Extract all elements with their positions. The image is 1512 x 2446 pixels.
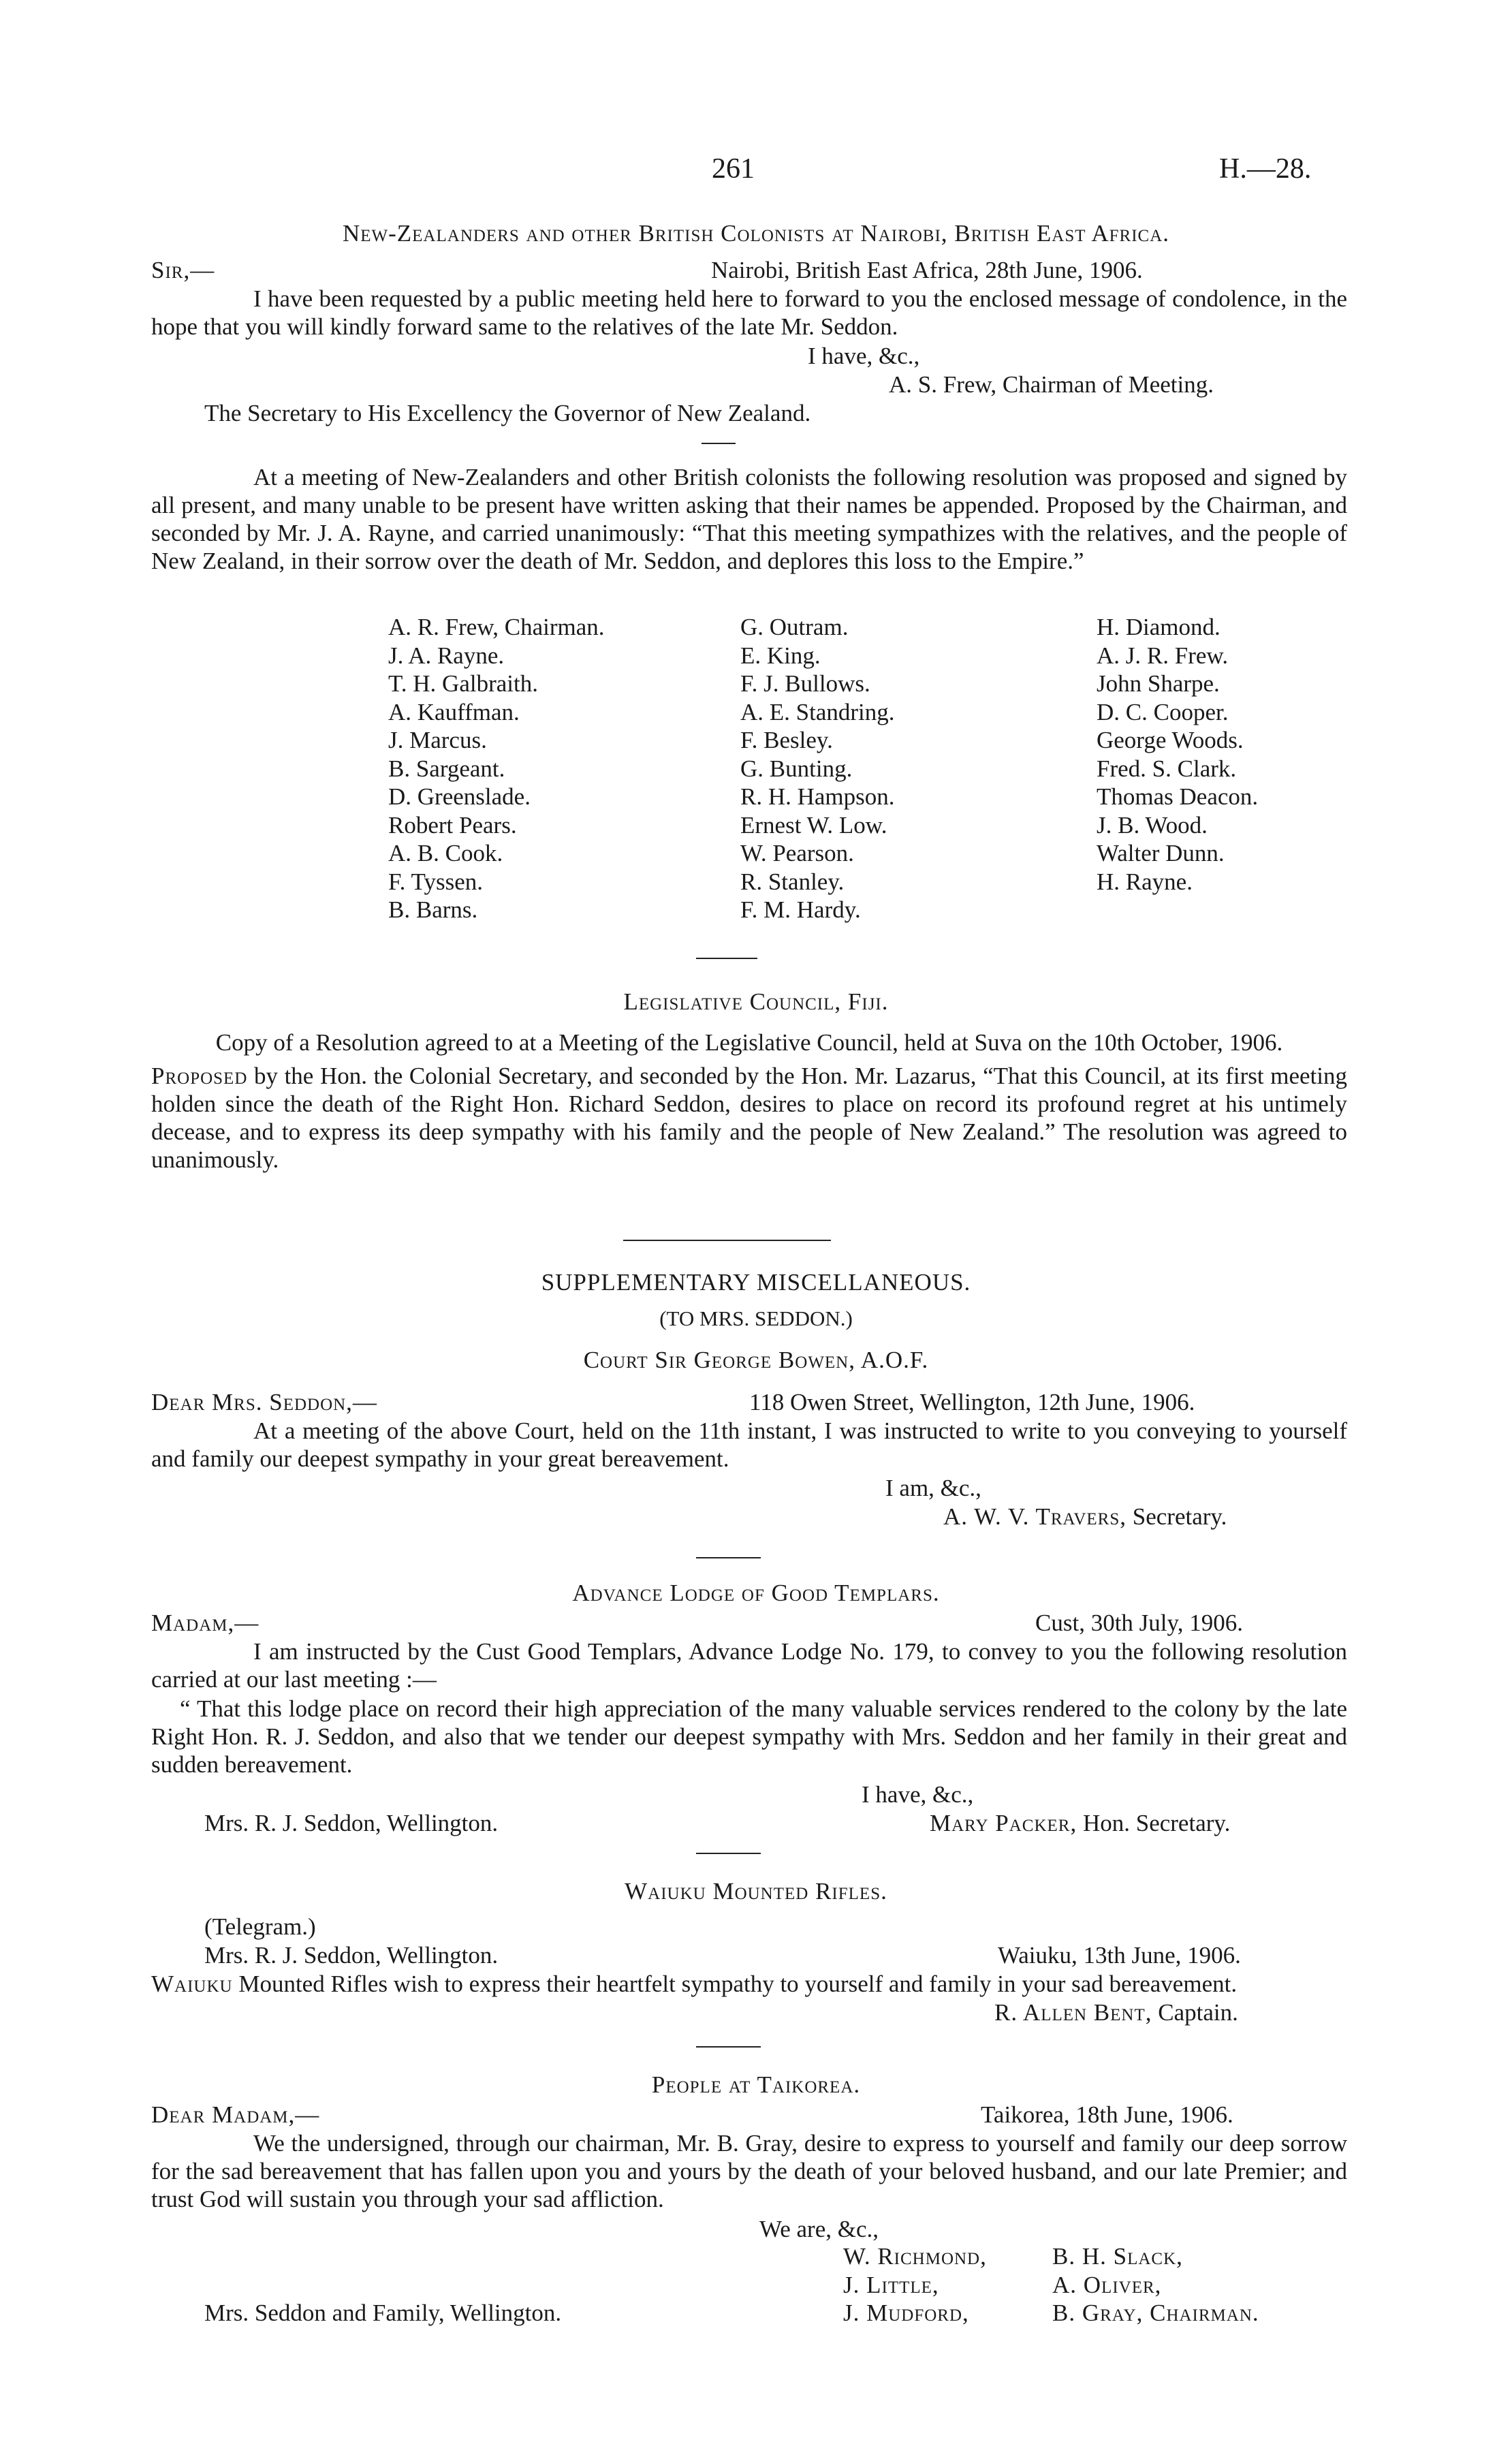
page-number: 261 [712, 153, 755, 185]
nairobi-resolution: At a meeting of New-Zealanders and other British colonists the following resolution was proposed and signed by all present, and many unable to be present have written asking that their names be appended. Proposed by the Chairman, and seconded by Mr. J. A. Rayne, and carried unanimously: “That this meeting sympathizes with the relatives, and the people of New Zealand, in their sorrow over the death of Mr. Seddon, and deplores this loss to the Empire.” [151, 464, 1347, 574]
taikorea-closing: We are, &c., [759, 2216, 879, 2242]
fiji-resolution-text: by the Hon. the Colonial Secretary, and seconded by the Hon. Mr. Lazarus, “That this Council, at its first meeting holden since the death of the Right Hon. Richard Seddon, desires to place on record its profound regret at his untimely decease, and to express its deep sympathy with his family and the people of New Zealand.” The resolution was agreed to unanimously. [151, 1063, 1347, 1173]
supplementary-subtitle: (TO MRS. SEDDON.) [659, 1306, 853, 1330]
taikorea-salutation: Dear Madam,— [151, 2101, 320, 2128]
signatory: R. Stanley. [740, 868, 845, 895]
signatories-column-2 [740, 613, 895, 924]
fiji-proposed-lead: Proposed [151, 1063, 248, 1089]
waiuku-lead: Waiuku [151, 1971, 233, 1997]
waiuku-title: Waiuku Mounted Rifles. [625, 1878, 887, 1904]
signatories-column-1 [388, 613, 605, 924]
nairobi-body: I have been requested by a public meeting held here to forward to you the enclosed message of condolence, in the hope that you will kindly forward same to the relatives of the late Mr. Seddon. [151, 285, 1347, 340]
fiji-resolution [151, 1062, 1347, 1174]
bowen-signature [943, 1503, 1227, 1531]
waiuku-body [151, 1970, 1347, 1998]
bowen-closing: I am, &c., [885, 1475, 981, 1501]
bowen-title: Court Sir George Bowen, A.O.F. [583, 1347, 929, 1373]
templars-salutation: Madam,— [151, 1610, 259, 1636]
signatory: A. B. Cook. [388, 840, 503, 866]
signer: W. Richmond, [843, 2243, 987, 2270]
signatory: J. Marcus. [388, 727, 487, 753]
signatory: B. Sargeant. [388, 755, 505, 782]
signatory: F. Tyssen. [388, 868, 483, 895]
bowen-body: At a meeting of the above Court, held on the 11th instant, I was instructed to write to you conveying to yourself and family our deepest sympathy in your great bereavement. [151, 1417, 1347, 1472]
bowen-salutation: Dear Mrs. Seddon,— [151, 1389, 377, 1415]
signatory: A. Kauffman. [388, 698, 520, 725]
taikorea-addressee: Mrs. Seddon and Family, Wellington. [204, 2300, 562, 2326]
signer: J. Little, [843, 2271, 939, 2298]
bowen-signature-name: A. W. V. Travers, [943, 1503, 1127, 1530]
taikorea-body: We the undersigned, through our chairman, Mr. B. Gray, desire to express to yourself and family our deep sorrow for the sad bereavement that has fallen upon you and yours by the death of your beloved husband, and our late Premier; and trust God will sustain you through your sad affliction. [151, 2130, 1347, 2212]
section-divider [696, 1853, 761, 1854]
nairobi-addressee: The Secretary to His Excellency the Governor of New Zealand. [204, 400, 811, 426]
signer: J. Mudford, [843, 2300, 969, 2326]
long-divider [623, 1240, 831, 1241]
signatory: F. J. Bullows. [740, 670, 870, 697]
signatory: John Sharpe. [1097, 670, 1220, 697]
section-divider [696, 958, 757, 959]
waiuku-addressee: Mrs. R. J. Seddon, Wellington. [204, 1942, 499, 1969]
signatory: A. R. Frew, Chairman. [388, 614, 605, 640]
waiuku-place-date: Waiuku, 13th June, 1906. [998, 1942, 1241, 1969]
signatory: Walter Dunn. [1097, 840, 1225, 866]
nairobi-closing: I have, &c., [808, 343, 920, 369]
signatory: George Woods. [1097, 727, 1244, 753]
signatory: B. Barns. [388, 896, 478, 923]
signatory: J. A. Rayne. [388, 642, 505, 669]
templars-signature-name: Mary Packer, [930, 1810, 1077, 1836]
bowen-signature-role: Secretary. [1127, 1503, 1227, 1530]
signatory: F. Besley. [740, 727, 833, 753]
section-divider [696, 2046, 761, 2048]
templars-addressee: Mrs. R. J. Seddon, Wellington. [204, 1810, 499, 1836]
taikorea-title: People at Taikorea. [651, 2071, 861, 2098]
nairobi-title: New-Zealanders and other British Colonists at Nairobi, British East Africa. [342, 220, 1170, 247]
signatory: G. Bunting. [740, 755, 853, 782]
signatory: W. Pearson. [740, 840, 854, 866]
templars-quote: “ That this lodge place on record their high appreciation of the many valuable services rendered to the colony by the late Right Hon. R. J. Seddon, and also that we tender our deepest sympathy with Mrs. Seddon and her family in their great and sudden bereavement. [151, 1695, 1347, 1778]
waiuku-telegram: (Telegram.) [204, 1913, 316, 1940]
signer: B. Gray, Chairman. [1052, 2300, 1259, 2326]
signatory: A. J. R. Frew. [1097, 642, 1229, 669]
short-divider [702, 443, 736, 444]
signatory: H. Diamond. [1097, 614, 1220, 640]
templars-signature-role: Hon. Secretary. [1077, 1810, 1231, 1836]
waiuku-signature [994, 1998, 1238, 2026]
waiuku-signature-role: Captain. [1152, 1999, 1238, 2026]
signatory: A. E. Standring. [740, 698, 895, 725]
templars-closing: I have, &c., [862, 1781, 974, 1808]
supplementary-title: SUPPLEMENTARY MISCELLANEOUS. [541, 1269, 971, 1296]
signatory: Robert Pears. [388, 811, 517, 838]
fiji-intro: Copy of a Resolution agreed to at a Meeting of the Legislative Council, held at Suva on the 10th October, 1906. [215, 1029, 1283, 1056]
taikorea-place-date: Taikorea, 18th June, 1906. [981, 2101, 1233, 2128]
signatory: R. H. Hampson. [740, 783, 895, 810]
waiuku-signature-name: R. Allen Bent, [994, 1999, 1152, 2026]
signatory: G. Outram. [740, 614, 849, 640]
signatory: D. C. Cooper. [1097, 698, 1229, 725]
signatory: H. Rayne. [1097, 868, 1193, 895]
signatory: J. B. Wood. [1097, 811, 1208, 838]
nairobi-signature: A. S. Frew, Chairman of Meeting. [889, 371, 1214, 398]
templars-title: Advance Lodge of Good Templars. [572, 1580, 940, 1606]
fiji-title: Legislative Council, Fiji. [623, 988, 889, 1015]
waiuku-message: Mounted Rifles wish to express their heartfelt sympathy to yourself and family in your sad bereavement. [232, 1971, 1238, 1997]
signatory: Fred. S. Clark. [1097, 755, 1237, 782]
templars-place-date: Cust, 30th July, 1906. [1035, 1610, 1243, 1636]
signatory: Ernest W. Low. [740, 811, 887, 838]
signatory: Thomas Deacon. [1097, 783, 1259, 810]
nairobi-place-date: Nairobi, British East Africa, 28th June, 1906. [711, 257, 1143, 283]
signatory: F. M. Hardy. [740, 896, 861, 923]
templars-body: I am instructed by the Cust Good Templars, Advance Lodge No. 179, to convey to you the following resolution carried at our last meeting :— [151, 1638, 1347, 1693]
signatory: D. Greenslade. [388, 783, 531, 810]
bowen-place-date: 118 Owen Street, Wellington, 12th June, 1906. [749, 1389, 1195, 1415]
document-reference: H.—28. [1219, 153, 1312, 185]
signer: B. H. Slack, [1052, 2243, 1183, 2270]
templars-signature [930, 1809, 1230, 1837]
taikorea-signers-column-2 [1052, 2242, 1259, 2327]
section-divider [696, 1557, 761, 1558]
taikorea-signers-column-1 [843, 2242, 987, 2327]
signer: A. Oliver, [1052, 2271, 1162, 2298]
signatories-column-3 [1097, 613, 1258, 896]
signatory: T. H. Galbraith. [388, 670, 538, 697]
nairobi-salutation: Sir,— [151, 257, 215, 283]
signatory: E. King. [740, 642, 821, 669]
